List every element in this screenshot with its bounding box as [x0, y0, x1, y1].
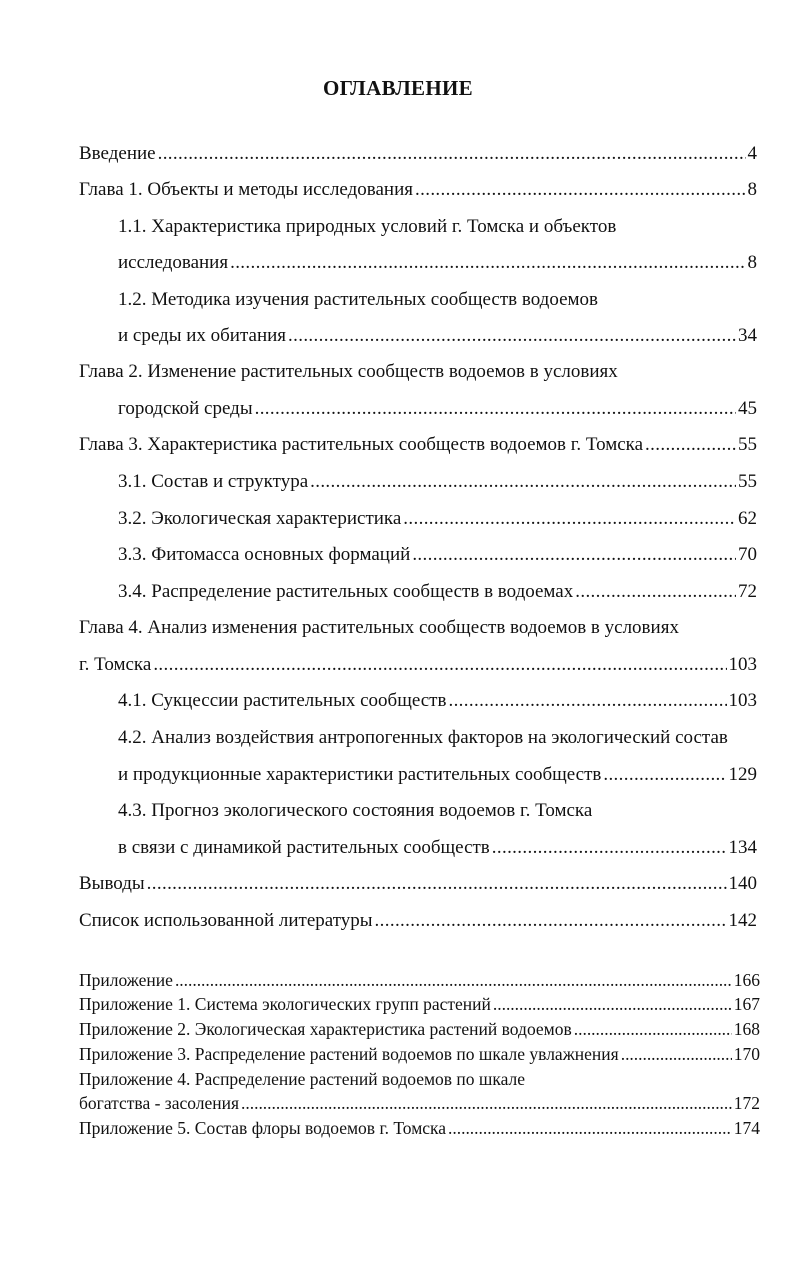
entry-page: 129: [728, 764, 757, 785]
toc-entry-chapter-4-cont: [79, 653, 757, 677]
toc-appendix: [79, 970, 760, 990]
dot-leader: [492, 836, 727, 860]
dot-leader: [493, 994, 732, 1014]
entry-text: 3.2. Экологическая характеристика: [118, 508, 402, 529]
entry-page: 140: [728, 873, 757, 894]
dot-leader: [375, 909, 727, 933]
toc-entry-section-4-1: [118, 689, 757, 713]
entry-text: и среды их обитания: [118, 325, 287, 346]
toc-entry-section-3-4: [118, 580, 757, 604]
toc-entry-chapter-1: [79, 178, 757, 202]
toc-appendix-2: [79, 1019, 760, 1039]
entry-text: 3.1. Состав и структура: [118, 471, 309, 492]
entry-text: Приложение 3. Распределение растений водоемов по шкале увлажнения: [79, 1044, 619, 1064]
entry-text: Выводы: [79, 873, 145, 894]
entry-page: 167: [733, 994, 760, 1014]
entry-page: 70: [738, 544, 757, 565]
toc-entry-section-1-2: [118, 288, 757, 312]
dot-leader: [158, 142, 746, 166]
toc-entry-section-1-2-cont: [118, 324, 757, 348]
entry-text: г. Томска: [79, 654, 152, 675]
toc-entry-section-1-1-cont: [118, 251, 757, 275]
entry-page: 62: [738, 508, 757, 529]
entry-text: городской среды: [118, 398, 253, 419]
entry-text: Список использованной литературы: [79, 910, 373, 931]
toc-entry-section-4-2-cont: [118, 763, 757, 787]
entry-text: 4.1. Сукцессии растительных сообществ: [118, 690, 447, 711]
toc-entry-section-4-3-cont: [118, 836, 757, 860]
toc-entry-chapter-2-cont: [118, 397, 757, 421]
toc-appendix-5: [79, 1118, 760, 1138]
toc-entry-section-3-2: [118, 507, 757, 531]
dot-leader: [415, 178, 745, 202]
toc-entry-chapter-3: [79, 433, 757, 457]
entry-text: исследования: [118, 252, 229, 273]
entry-text: Глава 1. Объекты и методы исследования: [79, 179, 414, 200]
entry-page: 103: [728, 690, 757, 711]
dot-leader: [175, 970, 732, 990]
toc-entry-section-4-3: [118, 799, 757, 823]
entry-text: 3.3. Фитомасса основных формаций: [118, 544, 411, 565]
dot-leader: [603, 763, 726, 787]
entry-text: в связи с динамикой растительных сообществ: [118, 837, 490, 858]
entry-page: 34: [738, 325, 757, 346]
entry-page: 134: [728, 837, 757, 858]
toc-appendix-3: [79, 1044, 760, 1064]
entry-text: Глава 3. Характеристика растительных сообществ водоемов г. Томска: [79, 434, 644, 455]
entry-page: 55: [738, 434, 757, 455]
dot-leader: [645, 433, 736, 457]
dot-leader: [255, 397, 736, 421]
entry-page: 172: [733, 1093, 760, 1113]
entry-text: 4.2. Анализ воздействия антропогенных факторов на экологический состав: [118, 727, 728, 748]
dot-leader: [288, 324, 736, 348]
entry-page: 142: [728, 910, 757, 931]
toc-entry-chapter-2: [79, 360, 757, 384]
dot-leader: [574, 1019, 732, 1039]
toc-entry-chapter-4: [79, 616, 757, 640]
entry-text: 1.2. Методика изучения растительных сообществ водоемов: [118, 289, 599, 310]
entry-text: богатства - засоления: [79, 1093, 240, 1113]
entry-text: Приложение 4. Распределение растений водоемов по шкале: [79, 1069, 526, 1089]
toc-appendix-4: [79, 1069, 760, 1089]
entry-text: Введение: [79, 143, 156, 164]
toc-entry-references: [79, 909, 757, 933]
entry-text: и продукционные характеристики растительных сообществ: [118, 764, 602, 785]
entry-page: 103: [728, 654, 757, 675]
dot-leader: [230, 251, 745, 275]
toc-entry-introduction: [79, 142, 757, 166]
entry-text: 3.4. Распределение растительных сообществ в водоемах: [118, 581, 574, 602]
entry-text: Приложение 1. Система экологических групп растений: [79, 994, 491, 1014]
entry-page: 55: [738, 471, 757, 492]
toc-entry-section-3-3: [118, 543, 757, 567]
entry-page: 45: [738, 398, 757, 419]
entry-page: 166: [733, 970, 760, 990]
dot-leader: [153, 653, 726, 677]
dot-leader: [448, 689, 726, 713]
entry-page: 170: [733, 1044, 760, 1064]
toc-appendix-1: [79, 994, 760, 1014]
entry-text: 4.3. Прогноз экологического состояния водоемов г. Томска: [118, 800, 593, 821]
entry-page: 168: [733, 1019, 760, 1039]
toc-entry-section-4-2: [118, 726, 757, 750]
toc-entry-section-1-1: [118, 215, 757, 239]
toc-appendix-4-cont: [79, 1093, 760, 1113]
dot-leader: [403, 507, 736, 531]
dot-leader: [147, 872, 727, 896]
dot-leader: [621, 1044, 732, 1064]
entry-text: Приложение 2. Экологическая характеристика растений водоемов: [79, 1019, 572, 1039]
entry-page: 8: [747, 179, 757, 200]
entry-text: Глава 4. Анализ изменения растительных сообществ водоемов в условиях: [79, 617, 679, 638]
entry-text: 1.1. Характеристика природных условий г. Томска и объектов: [118, 216, 617, 237]
entry-text: Глава 2. Изменение растительных сообществ водоемов в условиях: [79, 361, 618, 382]
entry-text: Приложение: [79, 970, 173, 990]
entry-page: 174: [733, 1118, 760, 1138]
toc-entry-conclusions: [79, 872, 757, 896]
page-title: ОГЛАВЛЕНИЕ: [323, 76, 473, 100]
entry-page: 4: [747, 143, 757, 164]
toc-entry-section-3-1: [118, 470, 757, 494]
dot-leader: [448, 1118, 732, 1138]
entry-text: Приложение 5. Состав флоры водоемов г. Томска: [79, 1118, 447, 1138]
entry-page: 8: [747, 252, 757, 273]
dot-leader: [575, 580, 736, 604]
dot-leader: [412, 543, 736, 567]
entry-page: 72: [738, 581, 757, 602]
dot-leader: [310, 470, 736, 494]
dot-leader: [241, 1093, 732, 1113]
